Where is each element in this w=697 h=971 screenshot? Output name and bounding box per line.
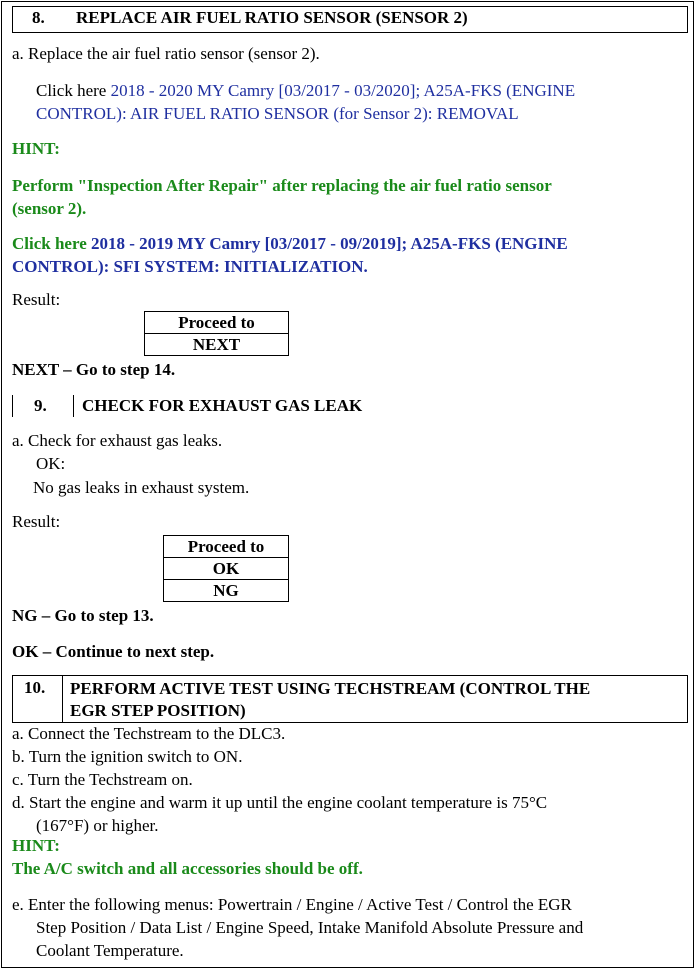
step-title-line: EGR STEP POSITION) bbox=[70, 701, 246, 720]
instruction-list bbox=[12, 722, 547, 837]
divider bbox=[12, 395, 13, 417]
ng-instruction: NG – Go to step 13. bbox=[12, 606, 154, 625]
table-header: Proceed to bbox=[145, 312, 289, 334]
divider bbox=[62, 675, 63, 722]
result-label: Result: bbox=[12, 512, 61, 531]
step-number: 10. bbox=[24, 678, 46, 697]
step-title: CHECK FOR EXHAUST GAS LEAK bbox=[82, 396, 363, 415]
table-cell: NEXT bbox=[145, 334, 289, 356]
table-header: Proceed to bbox=[164, 536, 289, 558]
hint-line: Perform "Inspection After Repair" after replacing the air fuel ratio sensor bbox=[12, 176, 552, 195]
divider bbox=[12, 6, 688, 7]
result-table bbox=[144, 311, 289, 356]
ok-text: No gas leaks in exhaust system. bbox=[33, 478, 250, 497]
divider bbox=[687, 6, 688, 32]
hint-label: HINT: bbox=[12, 139, 60, 158]
link-prefix: Click here bbox=[36, 81, 111, 100]
instruction-item: a. Connect the Techstream to the DLC3. bbox=[12, 724, 286, 743]
step-title: REPLACE AIR FUEL RATIO SENSOR (SENSOR 2) bbox=[76, 8, 468, 27]
next-instruction: NEXT – Go to step 14. bbox=[12, 360, 176, 379]
instruction-item: d. Start the engine and warm it up until the engine coolant temperature is 75°C bbox=[12, 793, 548, 812]
instruction-item: a. Replace the air fuel ratio sensor (sensor 2). bbox=[12, 44, 320, 63]
table-cell: OK bbox=[164, 558, 289, 580]
divider bbox=[12, 6, 13, 32]
instruction-item: b. Turn the ignition switch to ON. bbox=[12, 747, 243, 766]
step-title-line: PERFORM ACTIVE TEST USING TECHSTREAM (CONTROL THE bbox=[70, 679, 591, 698]
step-number: 8. bbox=[32, 8, 45, 27]
ok-instruction: OK – Continue to next step. bbox=[12, 642, 215, 661]
hint-line: (sensor 2). bbox=[12, 199, 87, 218]
init-link[interactable] bbox=[12, 232, 568, 278]
instruction-line: e. Enter the following menus: Powertrain / Engine / Active Test / Control the EGR bbox=[12, 895, 572, 914]
link-prefix: Click here bbox=[12, 234, 92, 253]
table-cell: NG bbox=[164, 580, 289, 602]
instruction-item: a. Check for exhaust gas leaks. bbox=[12, 431, 223, 450]
hint-text bbox=[12, 174, 552, 220]
removal-link-cont[interactable]: CONTROL): AIR FUEL RATIO SENSOR (for Sensor 2): REMOVAL bbox=[36, 104, 519, 123]
divider bbox=[73, 395, 74, 417]
divider bbox=[12, 32, 688, 33]
divider bbox=[12, 675, 688, 676]
repair-link[interactable] bbox=[36, 79, 575, 125]
initialization-link-cont[interactable]: CONTROL): SFI SYSTEM: INITIALIZATION. bbox=[12, 257, 368, 276]
hint-label: HINT: bbox=[12, 836, 60, 855]
instruction-item: c. Turn the Techstream on. bbox=[12, 770, 193, 789]
instruction-line: Step Position / Data List / Engine Speed, Intake Manifold Absolute Pressure and bbox=[36, 918, 584, 937]
step-title bbox=[70, 678, 590, 722]
hint-text: The A/C switch and all accessories should be off. bbox=[12, 859, 363, 878]
step-number: 9. bbox=[34, 396, 47, 415]
result-table bbox=[163, 535, 289, 602]
result-label: Result: bbox=[12, 290, 61, 309]
instruction-line: Coolant Temperature. bbox=[36, 941, 184, 960]
instruction-item bbox=[12, 893, 583, 962]
removal-link[interactable]: 2018 - 2020 MY Camry [03/2017 - 03/2020]; A25A-FKS (ENGINE bbox=[110, 81, 576, 100]
initialization-link[interactable]: 2018 - 2019 MY Camry [03/2017 - 09/2019]; A25A-FKS (ENGINE bbox=[91, 234, 568, 253]
divider bbox=[687, 675, 688, 722]
ok-label: OK: bbox=[36, 454, 66, 473]
instruction-item-cont: (167°F) or higher. bbox=[36, 816, 159, 835]
divider bbox=[12, 675, 13, 722]
